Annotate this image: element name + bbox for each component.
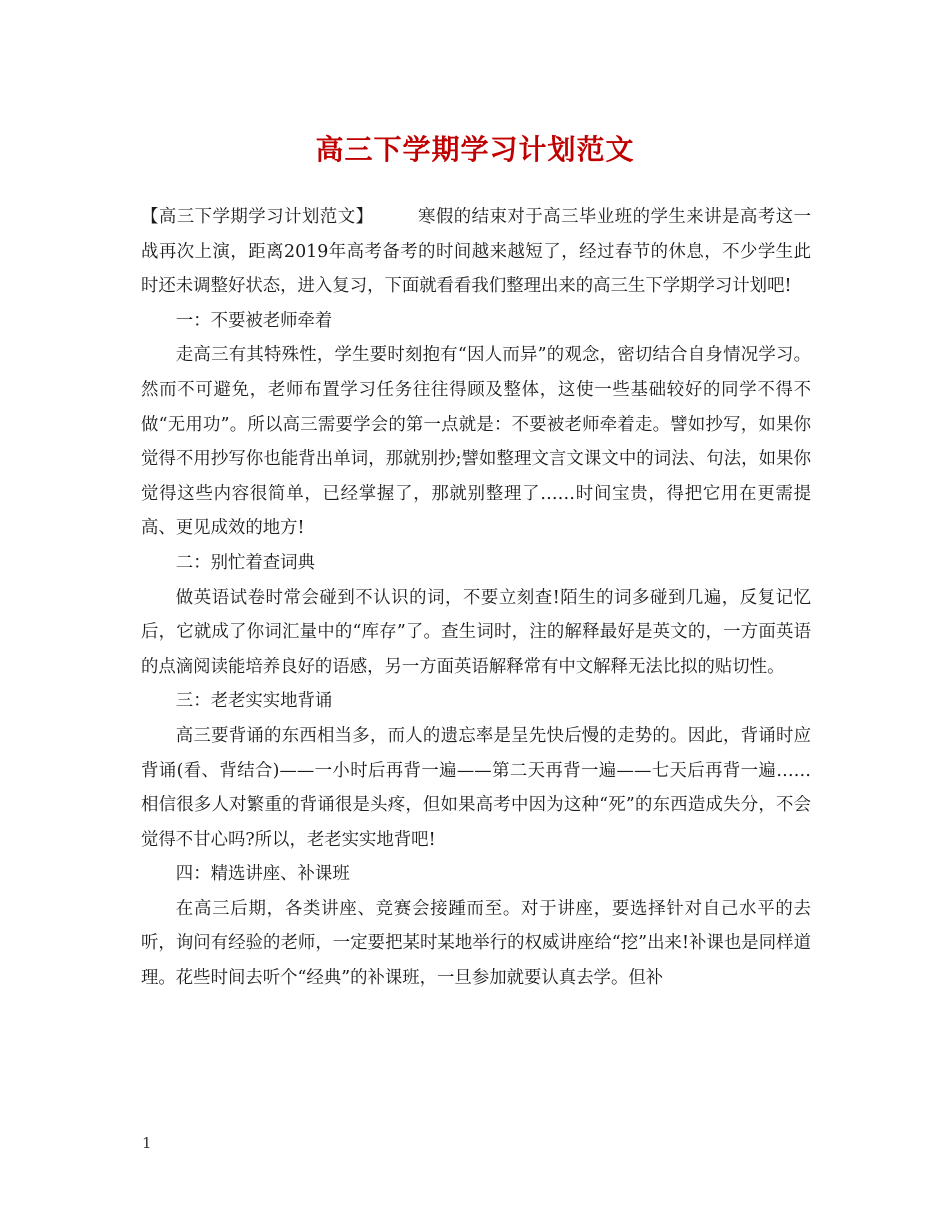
intro-tag: 【高三下学期学习计划范文】	[141, 207, 374, 227]
section-heading: 一：不要被老师牵着	[175, 310, 333, 331]
intro-paragraph	[141, 200, 811, 304]
page-number: 1	[142, 1134, 152, 1152]
document-body	[141, 200, 811, 996]
intro-text: 寒假的结束对于高三毕业班的学生来讲是高考这一战再次上演，距离2019年高考备考的时间越来越短了，经过春节的休息，不少学生此时还未调整好状态，进入复习，下面就看看我们整理出来的高三生下学期学习计划吧!	[141, 207, 811, 297]
section-heading: 四：精选讲座、补课班	[175, 864, 350, 885]
section-heading: 二：别忙着查词典	[175, 552, 315, 573]
section-heading: 三：老老实实地背诵	[175, 691, 333, 712]
section-paragraph: 做英语试卷时常会碰到不认识的词，不要立刻查!陌生的词多碰到几遍，反复记忆后，它就成了你词汇量中的“库存”了。查生词时，注的解释最好是英文的，一方面英语的点滴阅读能培养良好的语感，另一方面英语解释常有中文解释无法比拟的贴切性。	[141, 587, 811, 677]
section-paragraph: 高三要背诵的东西相当多，而人的遗忘率是呈先快后慢的走势的。因此，背诵时应背诵(看、背结合)——一小时后再背一遍——第二天再背一遍——七天后再背一遍……相信很多人对繁重的背诵很是头疼，但如果高考中因为这种“死”的东西造成失分，不会觉得不甘心吗?所以，老老实实地背吧!	[141, 725, 811, 850]
section-paragraph: 在高三后期，各类讲座、竞赛会接踵而至。对于讲座，要选择针对自己水平的去听，询问有经验的老师，一定要把某时某地举行的权威讲座给“挖”出来!补课也是同样道理。花些时间去听个“经典”的补课班，一旦参加就要认真去学。但补	[141, 898, 811, 989]
document-title: 高三下学期学习计划范文	[315, 133, 635, 166]
section-paragraph: 走高三有其特殊性，学生要时刻抱有“因人而异”的观念，密切结合自身情况学习。然而不可避免，老师布置学习任务往往得顾及整体，这使一些基础较好的同学不得不做“无用功”。所以高三需要学会的第一点就是：不要被老师牵着走。譬如抄写，如果你觉得不用抄写你也能背出单词，那就别抄;譬如整理文言文课文中的词法、句法，如果你觉得这些内容很简单，已经掌握了，那就别整理了……时间宝贵，得把它用在更需提高、更见成效的地方!	[141, 345, 811, 539]
